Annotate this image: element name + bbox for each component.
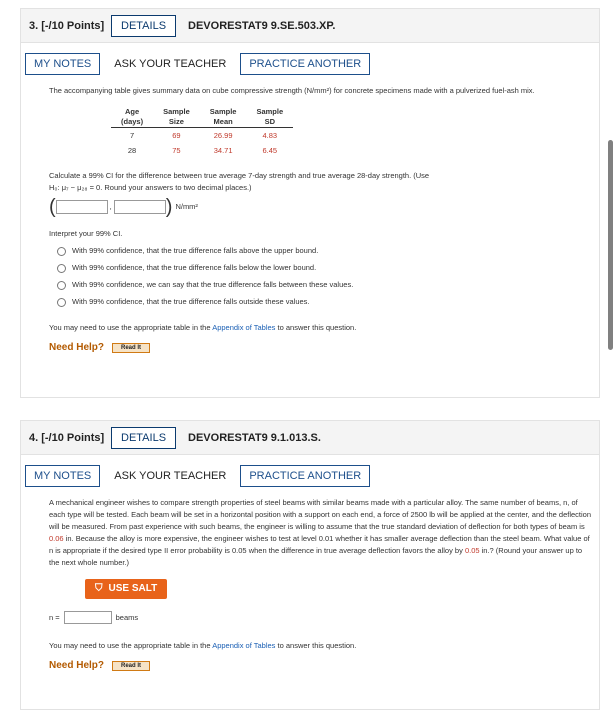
use-salt-button[interactable]: ⛉ USE SALT [85, 579, 167, 599]
radio-icon[interactable] [57, 298, 66, 307]
highlight-value: 0.05 [464, 546, 480, 555]
n-unit: beams [115, 612, 139, 622]
appendix-note: You may need to use the appropriate table in the Appendix of Tables to answer this question. [49, 641, 357, 650]
close-paren: ) [165, 196, 173, 218]
question-intro: The accompanying table gives summary data on cube compressive strength (N/mm²) for concrete specimens made with a pulverized fuel-ash mix. [49, 86, 535, 95]
ask-teacher-button[interactable]: ASK YOUR TEACHER [114, 470, 227, 482]
practice-another-button[interactable]: PRACTICE ANOTHER [240, 53, 370, 75]
ci-prompt: Calculate a 99% CI for the difference between true average 7-day strength and true average 28-day strength. (Use [49, 171, 430, 180]
question-code: DEVORESTAT9 9.SE.503.XP. [188, 19, 336, 32]
question-actions [21, 43, 599, 81]
scrollbar[interactable] [608, 140, 613, 350]
salt-icon: ⛉ [95, 583, 103, 594]
interpret-label: Interpret your 99% CI. [49, 229, 123, 238]
question-text: A mechanical engineer wishes to compare strength properties of steel beams with similar beams made with a particular alloy. The same number of beams, n, of each type will be tested. Each beam will be set in a horizontal position with a support on each end, a force of 2500 lb will be applied at the center, and the deflection will be measured. From past experience with such beams, the engineer is willing to assume that the true standard deviation of deflection for both types of beam is 0.06 in. Because the alloy is more expensive, the engineer wishes to test at level 0.01 whether it has smaller average deflection than the steel beam. What value of n is appropriate if the desired type II error probability is 0.05 when the difference in true average deflection favors the alloy by 0.05 in.? (Round your answer up to the next whole number.) [49, 498, 592, 567]
ci-lower-input[interactable] [56, 200, 108, 214]
question-3-header [21, 9, 599, 43]
question-actions [21, 455, 599, 493]
need-help [49, 660, 591, 672]
ci-upper-input[interactable] [114, 200, 166, 214]
table-header: Age (days) [111, 107, 153, 128]
question-number: 4. [-/10 Points] [29, 431, 105, 444]
n-input[interactable] [64, 611, 112, 624]
open-paren: ( [49, 196, 56, 218]
question-code: DEVORESTAT9 9.1.013.S. [188, 431, 321, 444]
radio-option[interactable]: With 99% confidence, that the true difference falls below the lower bound. [57, 262, 591, 274]
ci-unit: N/mm² [175, 202, 198, 211]
question-body [49, 85, 591, 354]
appendix-link[interactable]: Appendix of Tables [212, 641, 276, 650]
ci-answer-row [49, 198, 591, 216]
ci-prompt-hypothesis: H₀: μ₇ − μ₂₈ = 0. Round your answers to two decimal places.) [49, 183, 252, 192]
practice-another-button[interactable]: PRACTICE ANOTHER [240, 465, 370, 487]
summary-table [111, 107, 293, 158]
need-help-label: Need Help? [49, 660, 105, 671]
question-number: 3. [-/10 Points] [29, 19, 105, 32]
question-3 [20, 8, 600, 398]
appendix-link[interactable]: Appendix of Tables [212, 323, 276, 332]
details-button[interactable]: DETAILS [111, 15, 176, 37]
table-row: 7 69 26.99 4.83 [129, 131, 278, 140]
highlight-value: 0.06 [49, 534, 64, 543]
need-help [49, 342, 591, 354]
table-header: Sample Mean [200, 107, 247, 128]
appendix-note: You may need to use the appropriate table in the Appendix of Tables to answer this question. [49, 323, 357, 332]
n-answer-row [49, 611, 591, 624]
radio-icon[interactable] [57, 247, 66, 256]
radio-icon[interactable] [57, 264, 66, 273]
radio-icon[interactable] [57, 281, 66, 290]
details-button[interactable]: DETAILS [111, 427, 176, 449]
question-4 [20, 420, 600, 710]
radio-option[interactable]: With 99% confidence, that the true difference falls above the upper bound. [57, 245, 591, 257]
comma: , [109, 202, 112, 211]
table-row: 28 75 34.71 6.45 [127, 146, 278, 155]
table-header: Sample SD [246, 107, 293, 128]
read-it-button[interactable]: Read It [112, 343, 150, 353]
n-label: n = [49, 612, 60, 622]
salt-row [85, 579, 591, 599]
radio-option[interactable]: With 99% confidence, that the true difference falls outside these values. [57, 296, 591, 308]
question-4-header [21, 421, 599, 455]
radio-option[interactable]: With 99% confidence, we can say that the true difference falls between these values. [57, 279, 591, 291]
question-body [49, 497, 591, 672]
read-it-button[interactable]: Read It [112, 661, 150, 671]
my-notes-button[interactable]: MY NOTES [25, 465, 100, 487]
table-header: Sample Size [153, 107, 200, 128]
my-notes-button[interactable]: MY NOTES [25, 53, 100, 75]
ask-teacher-button[interactable]: ASK YOUR TEACHER [114, 58, 227, 70]
need-help-label: Need Help? [49, 342, 105, 353]
